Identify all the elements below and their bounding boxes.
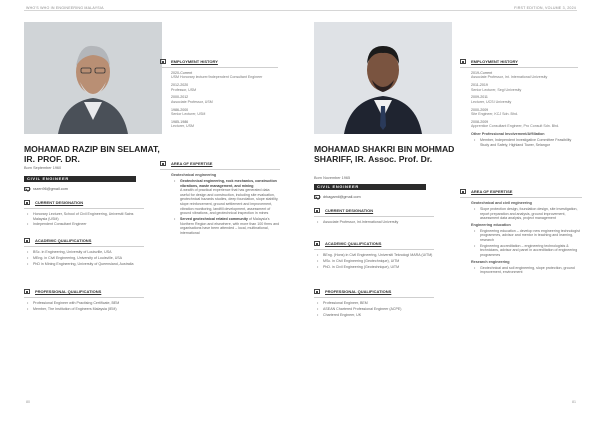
section-icon <box>24 289 30 294</box>
other-involvement-title: Other Professional Involvement/Affiliation <box>471 132 545 137</box>
portrait-photo <box>314 22 452 134</box>
expertise-subtitle: Engineering education <box>471 222 511 227</box>
email-address[interactable]: drkagamii@gmail.com <box>323 195 361 199</box>
academic-section <box>314 241 434 270</box>
employment-entry: 2009-2011 Lecturer, UCSI University <box>471 95 512 104</box>
professional-section <box>24 289 144 313</box>
list-item: • MSc. in Civil Engineering (Geotechnique), UiTM <box>314 259 434 264</box>
section-icon <box>314 241 320 246</box>
birth-date: Born November 1965 <box>314 176 351 180</box>
section-heading: PROFESSIONAL QUALIFICATIONS <box>24 289 144 294</box>
employment-entry: 2000-2009 Site Engineer, KCJ Sdn. Bhd. <box>471 107 518 117</box>
section-heading: CURRENT DESIGNATION <box>314 208 434 213</box>
section-icon <box>24 238 30 243</box>
section-icon <box>160 161 166 166</box>
role-banner: CIVIL ENGINEER <box>24 176 136 182</box>
employment-entry: 1985-1986 Lecturer, USM <box>171 119 194 129</box>
list-item: • Slope protection design, foundation design, site investigation, report preparation and analysis, ground improvement, assessment data analysis, project management <box>471 207 582 221</box>
list-item: • MEng. in Civil Engineering, University of Louisville, USA <box>24 256 144 261</box>
expertise-section <box>460 189 582 276</box>
list-item: • Engineering education – develop new engineering technologist programmes, advisor and mentor in teaching and learning, research <box>471 229 582 243</box>
list-item: • PhD in Mining Engineering, University of Queensland, Australia <box>24 262 144 267</box>
employment-entry: 2012-2020 Professor, USM <box>171 83 197 92</box>
employment-entry: 2000-2012 Associate Professor, USM <box>171 95 213 104</box>
employment-entry: 2019-Current Associate Professor, Int. International University <box>471 71 548 80</box>
employment-entry: 2008-2009 Apprentice Consultant Engineer, Pro Consult Sdn. Bhd. <box>471 119 560 129</box>
role-banner: CIVIL ENGINEER <box>314 184 426 190</box>
email-line <box>314 195 361 199</box>
professional-section <box>314 289 434 318</box>
list-item: • Member, The Institution of Engineers Malaysia (IEM) <box>24 307 144 312</box>
section-icon <box>460 189 466 194</box>
page-number: 80 <box>26 400 30 404</box>
list-item: • Engineering accreditation – engineering technologists & technicians, advisor and panel in accreditation of engineering programmes <box>471 244 582 258</box>
section-heading: CURRENT DESIGNATION <box>24 200 144 205</box>
person-name: MOHAMAD RAZIP BIN SELAMAT, IR. PROF. DR. <box>24 144 160 164</box>
employment-entry: 1986-2000 Senior Lecturer, USM <box>171 107 206 117</box>
employment-entry: 2020-Current USM Honorary lecturer/Independent Consultant Engineer <box>171 71 263 80</box>
mail-icon <box>24 187 30 191</box>
portrait-photo <box>24 22 162 134</box>
list-item: • Professional Engineer with Practising Certificate, BEM <box>24 301 144 306</box>
right-page <box>314 14 594 404</box>
section-icon <box>314 208 320 213</box>
list-item: • Member, Independent Investigative Committee Feasibility Study and Safety, Highland Tower, Selangor <box>471 138 578 147</box>
expertise-subtitle: Research engineering <box>471 259 510 264</box>
page-number: 81 <box>572 400 576 404</box>
section-icon <box>24 200 30 205</box>
section-heading: AREA OF EXPERTISE <box>160 161 280 166</box>
section-heading: ACADEMIC QUALIFICATIONS <box>314 241 434 246</box>
employment-section <box>160 59 278 132</box>
section-heading: EMPLOYMENT HISTORY <box>160 59 278 64</box>
employment-entry: 2011-2019 Senior Lecturer, Segi University <box>471 83 522 92</box>
email-line <box>24 187 68 191</box>
section-heading: AREA OF EXPERTISE <box>460 189 582 194</box>
current-designation-section <box>314 208 434 226</box>
section-icon <box>460 59 466 64</box>
expertise-subtitle: Geotechnical and civil engineering <box>471 201 532 205</box>
list-item: • PhD. in Civil Engineering (Geotechnique), UiTM <box>314 265 434 270</box>
list-item: • Geotechnical and soil engineering, slope protection, ground improvement, environment <box>471 266 582 275</box>
person-name: MOHAMAD SHAKRI BIN MOHMAD SHARIFF, IR. Assoc. Prof. Dr. <box>314 144 455 164</box>
left-page <box>24 14 304 404</box>
section-heading: PROFESSIONAL QUALIFICATIONS <box>314 289 434 294</box>
section-icon <box>160 59 166 64</box>
running-head-right: FIRST EDITION, VOLUME 3, 2024 <box>514 6 576 10</box>
section-icon <box>314 289 320 294</box>
academic-section <box>24 238 144 267</box>
list-item: • Chartered Engineer, UK <box>314 313 434 318</box>
current-designation-section <box>24 200 144 228</box>
email-address[interactable]: razen96@gmail.com <box>33 187 68 191</box>
list-item: • Independent Consultant Engineer <box>24 222 144 227</box>
list-item: • Associate Professor, Int.International University <box>314 220 434 225</box>
list-item: • Geotechnical engineering, rock mechanics, construction vibrations, waste management, and mining A wealth of practical experience that has generated data useful for design and construction, including site evaluation, geotechnical hazards studies, deep foundation, slope stability, slope reinforcement, ground settlement and improvement, vibration monitoring, landfill development, assessment of ground vibrations, and geotechnical inspection in mines <box>171 179 280 216</box>
list-item: • BEng. (Hons) in Civil Engineering, Universiti Teknologi MARA (UiTM) <box>314 253 434 258</box>
section-heading: EMPLOYMENT HISTORY <box>460 59 578 64</box>
employment-section <box>460 59 578 148</box>
list-item: • ASEAN Chartered Professional Engineer (ACPE) <box>314 307 434 312</box>
mail-icon <box>314 195 320 199</box>
list-item: • Professional Engineer, BEM <box>314 301 434 306</box>
running-head-left: WHO'S WHO IN ENGINEERING MALAYSIA <box>26 6 104 10</box>
expertise-subtitle: Geotechnical engineering <box>171 173 217 177</box>
section-heading: ACADEMIC QUALIFICATIONS <box>24 238 144 243</box>
birth-date: Born September 1960 <box>24 166 62 170</box>
expertise-section <box>160 161 280 237</box>
list-item: • Honorary Lecturer, School of Civil Engineering, Universiti Sains Malaysia (USM) <box>24 212 144 221</box>
list-item: • Served geotechnical related community of Malaysia's Northern Region and elsewhere, with more than 100 firms and organisations have been attended – local, multinational, international <box>171 217 280 235</box>
list-item: • BSc. in Engineering, University of Louisville, USA <box>24 250 144 255</box>
